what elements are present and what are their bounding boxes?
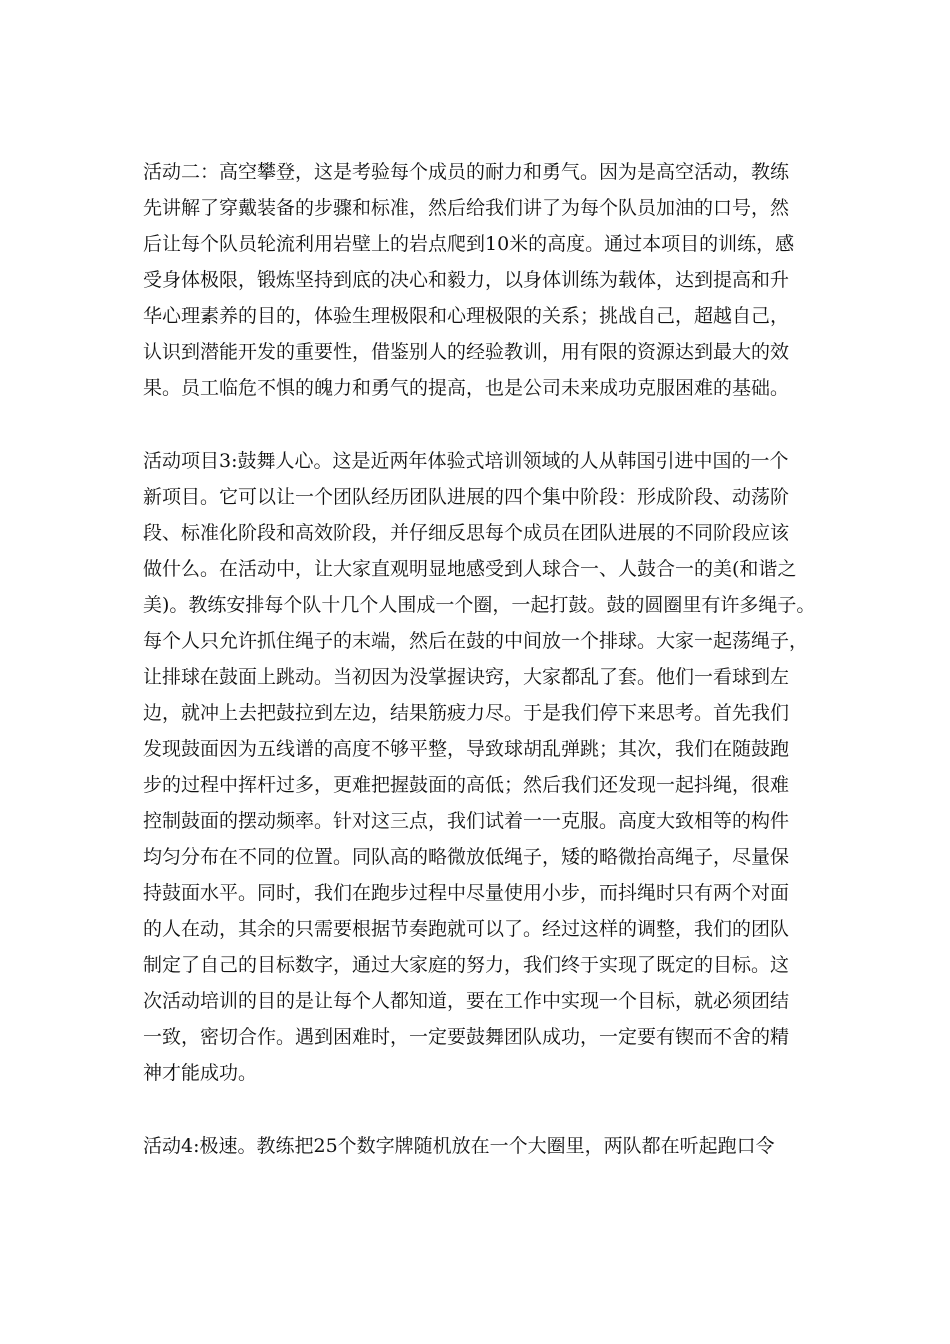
text-line: 段、标准化阶段和高效阶段，并仔细反思每个成员在团队进展的不同阶段应该 (143, 522, 790, 544)
text-line: 持鼓面水平。同时，我们在跑步过程中尽量使用小步，而抖绳时只有两个对面 (143, 882, 790, 904)
text-line: 新项目。它可以让一个团队经历团队进展的四个集中阶段：形成阶段、动荡阶 (143, 486, 790, 508)
document-body (143, 154, 816, 1164)
text-line: 制定了自己的目标数字，通过大家庭的努力，我们终于实现了既定的目标。这 (143, 954, 790, 976)
paragraph-activity-4 (143, 1128, 813, 1164)
text-line: 受身体极限，锻炼坚持到底的决心和毅力，以身体训练为载体，达到提高和升 (143, 269, 790, 291)
paragraph-activity-2 (143, 154, 813, 406)
text-line: 让排球在鼓面上跳动。当初因为没掌握诀窍，大家都乱了套。他们一看球到左 (143, 666, 790, 688)
text-line: 活动二：高空攀登，这是考验每个成员的耐力和勇气。因为是高空活动，教练 (143, 161, 790, 183)
text-line: 一致，密切合作。遇到困难时，一定要鼓舞团队成功，一定要有锲而不舍的精 (143, 1026, 790, 1048)
text-line: 步的过程中挥杆过多，更难把握鼓面的高低；然后我们还发现一起抖绳，很难 (143, 774, 790, 796)
text-line: 华心理素养的目的，体验生理极限和心理极限的关系；挑战自己，超越自己， (143, 305, 790, 327)
text-line: 先讲解了穿戴装备的步骤和标准，然后给我们讲了为每个队员加油的口号，然 (143, 197, 790, 219)
text-line: 神才能成功。 (143, 1062, 258, 1084)
text-line: 控制鼓面的摆动频率。针对这三点，我们试着一一克服。高度大致相等的构件 (143, 810, 790, 832)
text-line: 做什么。在活动中，让大家直观明显地感受到人球合一、人鼓合一的美(和谐之 (143, 558, 797, 580)
text-line: 活动项目3:鼓舞人心。这是近两年体验式培训领域的人从韩国引进中国的一个 (143, 450, 789, 472)
text-line: 后让每个队员轮流利用岩壁上的岩点爬到10米的高度。通过本项目的训练，感 (143, 233, 795, 255)
text-line: 美)。教练安排每个队十几个人围成一个圈，一起打鼓。鼓的圆圈里有许多绳子。 (143, 594, 816, 616)
text-line: 发现鼓面因为五线谱的高度不够平整，导致球胡乱弹跳；其次，我们在随鼓跑 (143, 738, 790, 760)
text-line: 次活动培训的目的是让每个人都知道，要在工作中实现一个目标，就必须团结 (143, 990, 790, 1012)
text-line: 的人在动，其余的只需要根据节奏跑就可以了。经过这样的调整，我们的团队 (143, 918, 790, 940)
text-line: 均匀分布在不同的位置。同队高的略微放低绳子，矮的略微抬高绳子，尽量保 (143, 846, 790, 868)
text-line: 每个人只允许抓住绳子的末端，然后在鼓的中间放一个排球。大家一起荡绳子， (143, 630, 809, 652)
text-line: 活动4:极速。教练把25个数字牌随机放在一个大圈里，两队都在听起跑口令 (143, 1135, 775, 1157)
text-line: 边，就冲上去把鼓拉到左边，结果筋疲力尽。于是我们停下来思考。首先我们 (143, 702, 790, 724)
paragraph-activity-3 (143, 443, 816, 1091)
text-line: 认识到潜能开发的重要性，借鉴别人的经验教训，用有限的资源达到最大的效 (143, 341, 790, 363)
text-line: 果。员工临危不惧的魄力和勇气的提高，也是公司未来成功克服困难的基础。 (143, 377, 790, 399)
